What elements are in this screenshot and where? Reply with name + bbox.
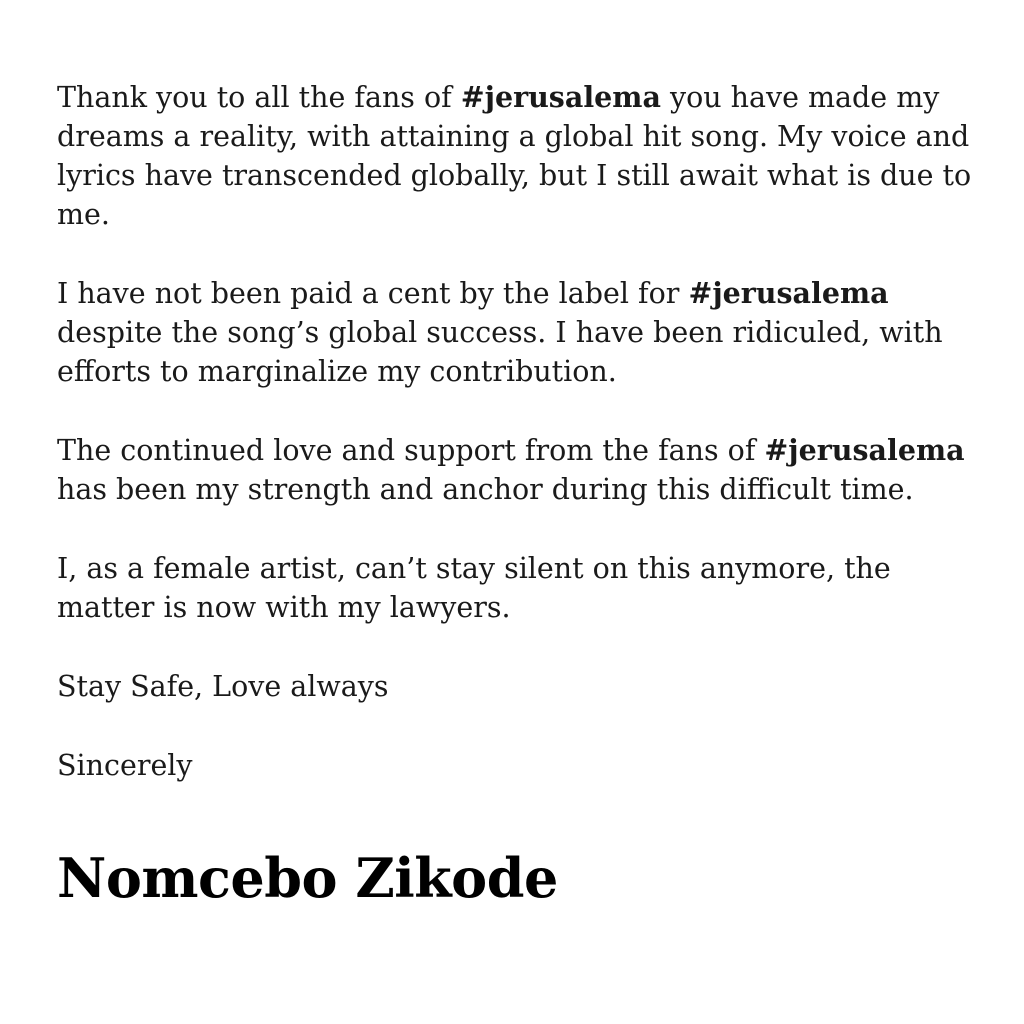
paragraph-1-text-before: Thank you to all the fans of [57, 81, 461, 114]
hashtag-jerusalema: #jerusalema [764, 433, 965, 467]
paragraph-3 [57, 431, 997, 509]
paragraph-3-text-before: The continued love and support from the fans of [57, 434, 765, 467]
paragraph-3-text-after: has been my strength and anchor during this difficult time. [57, 473, 914, 506]
paragraph-2 [57, 274, 997, 391]
hashtag-jerusalema: #jerusalema [460, 80, 661, 114]
paragraph-4-text: I, as a female artist, can’t stay silent on this anymore, the matter is now with my lawyers. [57, 552, 891, 624]
closing-line: Stay Safe, Love always [57, 670, 389, 703]
signature-name: Nomcebo Zikode [57, 846, 558, 910]
paragraph-4 [57, 549, 997, 627]
sign-off: Sincerely [57, 749, 193, 782]
paragraph-2-text-after: despite the song’s global success. I have been ridiculed, with efforts to marginalize my contribution. [57, 316, 943, 388]
letter-body [57, 78, 997, 825]
paragraph-1-text-after: you have made my dreams a reality, with attaining a global hit song. My voice and lyrics have transcended globally, but I still await what is due to me. [57, 81, 972, 231]
paragraph-2-text-before: I have not been paid a cent by the label for [57, 277, 689, 310]
paragraph-1 [57, 78, 997, 234]
hashtag-jerusalema: #jerusalema [688, 276, 889, 310]
